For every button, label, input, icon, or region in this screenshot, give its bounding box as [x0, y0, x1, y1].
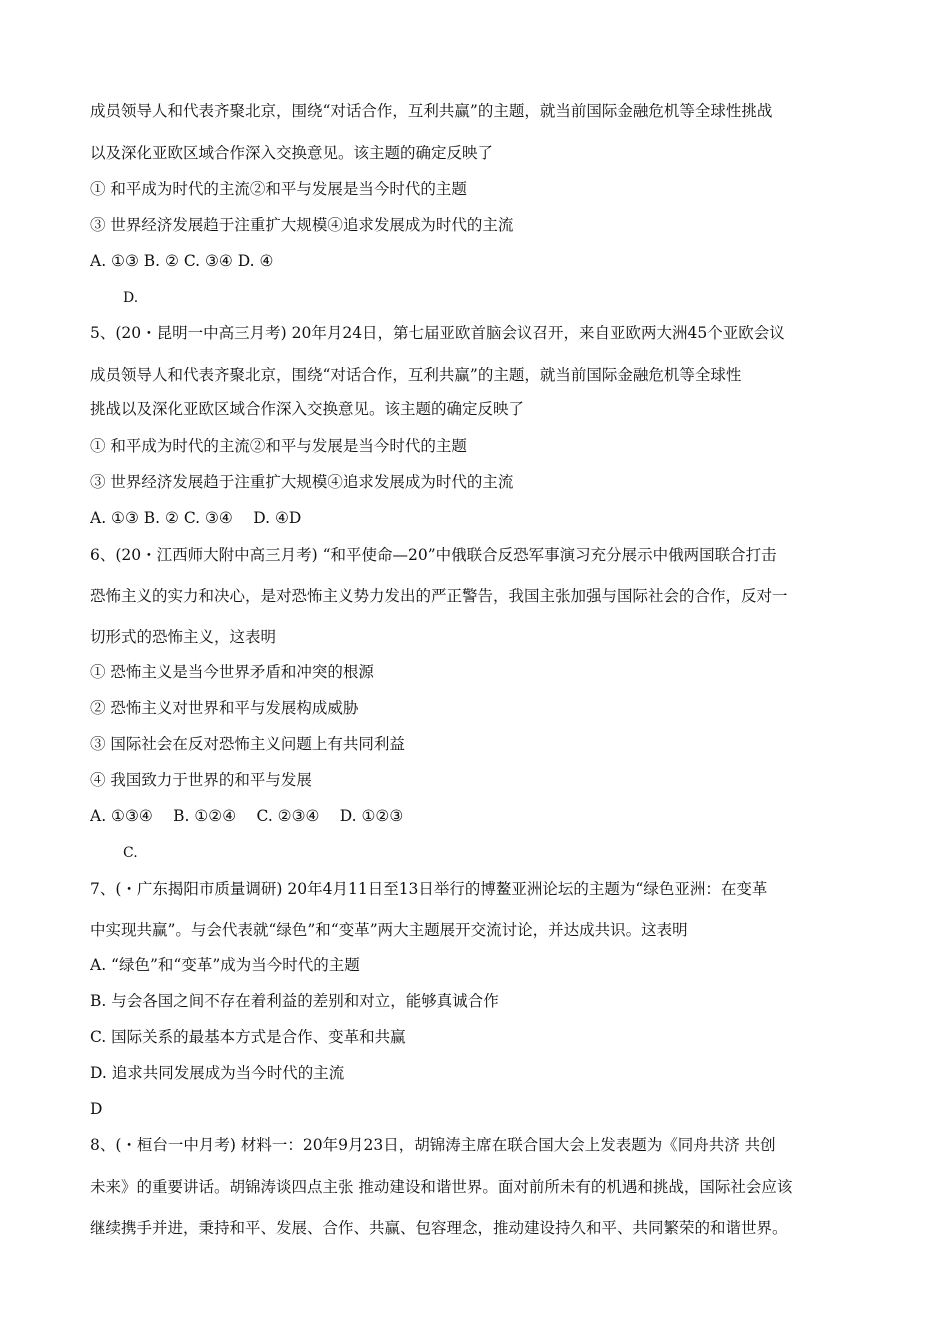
option-c: C. 国际关系的最基本方式是合作、变革和共赢: [90, 1028, 406, 1046]
text-line: ③ 世界经济发展趋于注重扩大规模④追求发展成为时代的主流: [90, 473, 514, 491]
text-line: 恐怖主义的实力和决心，是对恐怖主义势力发出的严正警告，我国主张加强与国际社会的合作，反对一: [90, 587, 788, 605]
answer-options: A. ①③ B. ② C. ③④ D. ④: [90, 252, 274, 270]
text-line: ④ 我国致力于世界的和平与发展: [90, 771, 312, 789]
text-line: ① 和平成为时代的主流②和平与发展是当今时代的主题: [90, 180, 467, 198]
text-line: 切形式的恐怖主义，这表明: [90, 628, 277, 646]
text-line: 成员领导人和代表齐聚北京，围绕“对话合作，互利共赢”的主题，就当前国际金融危机等全球性: [90, 366, 742, 384]
text-line: ③ 国际社会在反对恐怖主义问题上有共同利益: [90, 735, 405, 753]
question-5-text: 5、(20・昆明一中高三月考) 20年月24日，第七届亚欧首脑会议召开，来自亚欧两大洲45个亚欧会议: [90, 324, 785, 342]
question-8-text: 8、(・桓台一中月考) 材料一：20年9月23日，胡锦涛主席在联合国大会上发表题为《同舟共济 共创: [90, 1136, 776, 1154]
answer-options: A. ①③ B. ② C. ③④ D. ④D: [90, 509, 302, 527]
answer-key: C.: [123, 845, 138, 861]
text-line: 中实现共赢”。与会代表就“绿色”和“变革”两大主题展开交流讨论，并达成共识。这表明: [90, 921, 688, 939]
answer-key: D: [90, 1100, 103, 1118]
text-line: ① 恐怖主义是当今世界矛盾和冲突的根源: [90, 663, 374, 681]
answer-key: D.: [123, 290, 139, 306]
option-b: B. 与会各国之间不存在着利益的差别和对立，能够真诚合作: [90, 992, 499, 1010]
text-line: 成员领导人和代表齐聚北京，围绕“对话合作，互利共赢”的主题，就当前国际金融危机等全球性挑战: [90, 102, 773, 120]
question-6-text: 6、(20・江西师大附中高三月考) “和平使命—20”中俄联合反恐军事演习充分展示中俄两国联合打击: [90, 546, 777, 564]
text-line: 以及深化亚欧区域合作深入交换意见。该主题的确定反映了: [90, 144, 494, 162]
text-line: ② 恐怖主义对世界和平与发展构成威胁: [90, 699, 359, 717]
option-d: D. 追求共同发展成为当今时代的主流: [90, 1064, 345, 1082]
text-line: 继续携手并进，秉持和平、发展、合作、共赢、包容理念，推动建设持久和平、共同繁荣的和谐世界。: [90, 1219, 788, 1237]
text-line: 未来》的重要讲话。胡锦涛谈四点主张 推动建设和谐世界。面对前所未有的机遇和挑战，国际社会应该: [90, 1178, 793, 1196]
text-line: 挑战以及深化亚欧区域合作深入交换意见。该主题的确定反映了: [90, 400, 525, 418]
question-7-text: 7、(・广东揭阳市质量调研) 20年4月11日至13日举行的博鳌亚洲论坛的主题为“绿色亚洲：在变革: [90, 880, 768, 898]
option-a: A. “绿色”和“变革”成为当今时代的主题: [90, 956, 360, 974]
text-line: ③ 世界经济发展趋于注重扩大规模④追求发展成为时代的主流: [90, 216, 514, 234]
answer-options: A. ①③④ B. ①②④ C. ②③④ D. ①②③: [90, 807, 404, 825]
text-line: ① 和平成为时代的主流②和平与发展是当今时代的主题: [90, 437, 467, 455]
